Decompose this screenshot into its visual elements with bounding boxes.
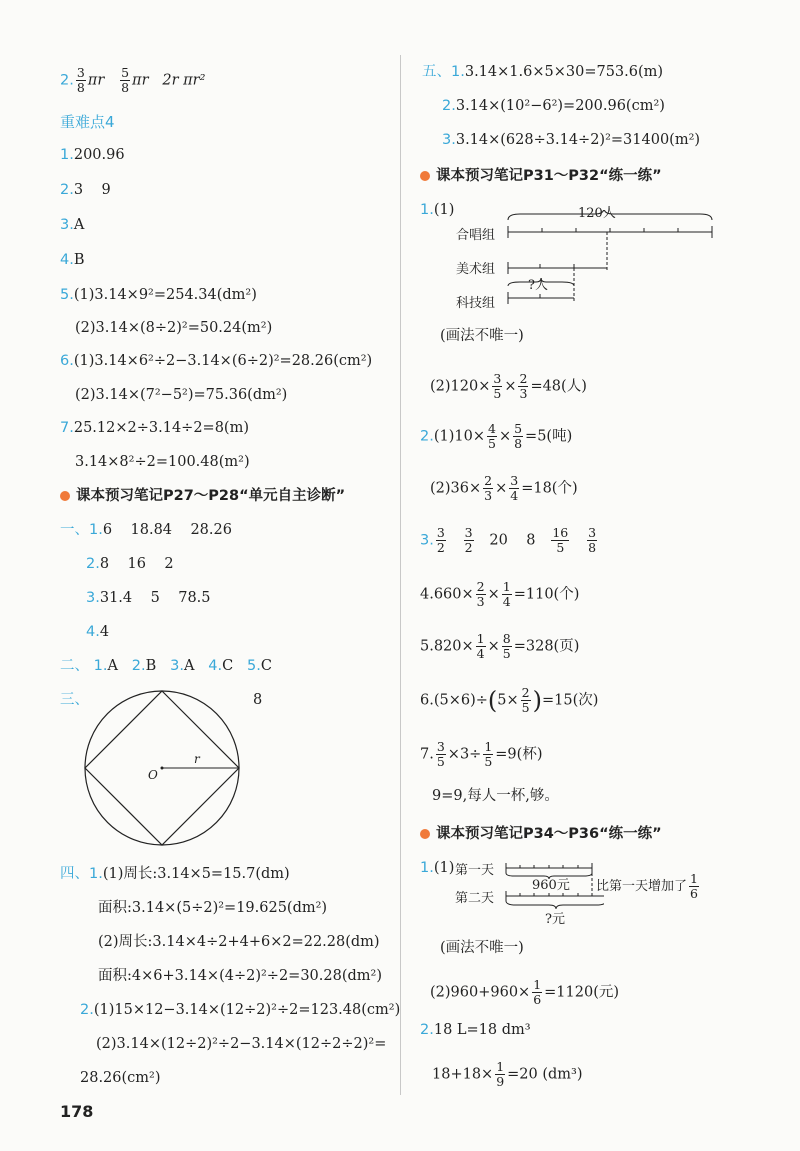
- center-label: O: [148, 768, 158, 782]
- fraction: $\frac{1}{4}$: [476, 631, 485, 661]
- fraction: $\frac{1}{5}$: [484, 739, 493, 769]
- fraction: $\frac{2}{5}$: [521, 685, 530, 715]
- s5-2: 2.3.14×(10²−6²)=200.96(cm²): [442, 98, 665, 114]
- note-2: (画法不唯一): [440, 940, 524, 956]
- fraction: $\frac{3}{4}$: [510, 473, 519, 503]
- s3-answer: 8: [253, 692, 263, 708]
- segment-diagram-2: [504, 858, 604, 918]
- q1-part2: (2)960+960× $\frac{1}{6}$ =1120(元): [430, 977, 620, 1007]
- left-line-1: 2. $\frac{3}{8}$ πr $\frac{5}{8}$ πr 2r πr²: [60, 65, 206, 95]
- bullet-dot-icon: [420, 829, 430, 839]
- fraction: $\frac{3}{8}$: [588, 525, 597, 555]
- fraction: $\frac{2}{3}$: [519, 371, 528, 401]
- s3-label: 三、: [60, 692, 89, 708]
- q2b: 18+18× $\frac{1}{9}$ =20 (dm³): [432, 1059, 583, 1089]
- s4-2b: (2)3.14×(12÷2)²÷2−3.14×(12÷2÷2)²=: [96, 1036, 387, 1052]
- answer-5: 5.(1)3.14×9²=254.34(dm²): [60, 287, 257, 303]
- bullet-dot-icon: [420, 171, 430, 181]
- p2-part2: (2)36× $\frac{2}{3}$ × $\frac{3}{4}$ =18(个): [430, 473, 578, 503]
- page-number: 178: [60, 1102, 94, 1121]
- fraction: $\frac{1}{9}$: [496, 1059, 505, 1089]
- fraction: $\frac{5}{8}$: [514, 421, 523, 451]
- answer-6b: (2)3.14×(7²−5²)=75.36(dm²): [75, 387, 288, 403]
- fraction: $\frac{3}{5}$: [493, 371, 502, 401]
- p2-part1: 2.(1)10× $\frac{4}{5}$ × $\frac{5}{8}$ =5(吨): [420, 421, 573, 451]
- fraction: $\frac{4}{5}$: [487, 421, 496, 451]
- answer-6: 6.(1)3.14×6²÷2−3.14×(6÷2)²=28.26(cm²): [60, 353, 373, 369]
- diag1-question-label: ?人: [528, 278, 548, 293]
- p1-part2: (2)120× $\frac{3}{5}$ × $\frac{2}{3}$ =48(人): [430, 371, 587, 401]
- s1-item-1: 一、1.6 18.84 28.26: [60, 522, 232, 538]
- fraction: $\frac{3}{5}$: [436, 739, 445, 769]
- answer-3: 3.A: [60, 217, 85, 233]
- fraction: $\frac{2}{3}$: [484, 473, 493, 503]
- s4-2a: 2.(1)15×12−3.14×(12÷2)²÷2=123.48(cm²): [80, 1002, 401, 1018]
- s1-item-4: 4.4: [86, 624, 110, 640]
- p3: 3. $\frac{3}{2}$ $\frac{3}{2}$ 20 8 $\frac{16}{5}$ $\frac{3}{8}$: [420, 525, 597, 555]
- fraction: $\frac{2}{3}$: [476, 579, 485, 609]
- fraction: $\frac{5}{8}$: [121, 65, 130, 95]
- diag2-day1-label: 第一天: [455, 863, 495, 878]
- diag1-row2-label: 美术组: [456, 262, 496, 277]
- circle-square-figure: [82, 688, 242, 848]
- s5-3: 3.3.14×(628÷3.14÷2)²=31400(m²): [442, 132, 701, 148]
- fraction: $\frac{16}{5}$: [552, 525, 569, 555]
- fraction: $\frac{3}{8}$: [76, 65, 85, 95]
- s1-item-3: 3.31.4 5 78.5: [86, 590, 211, 606]
- diag1-total-label: 120人: [578, 206, 616, 221]
- answer-2: 2.3 9: [60, 182, 111, 198]
- fraction: $\frac{3}{2}$: [436, 525, 445, 555]
- p4: 4.660× $\frac{2}{3}$ × $\frac{1}{4}$ =110(个): [420, 579, 580, 609]
- section-heading-p34: 课本预习笔记P34～P36“练一练”: [420, 824, 662, 844]
- diag2-note: 比第一天增加了 $\frac{1}{6}$: [596, 871, 698, 901]
- section-heading-p31: 课本预习笔记P31～P32“练一练”: [420, 166, 662, 186]
- diag2-value-label: 960元: [532, 878, 570, 893]
- p5: 5.820× $\frac{1}{4}$ × $\frac{8}{5}$ =328(页): [420, 631, 580, 661]
- s2-answers: 二、 1.A 2.B 3.A 4.C 5.C: [60, 658, 272, 674]
- column-divider: [400, 55, 401, 1095]
- fraction: $\frac{8}{5}$: [502, 631, 511, 661]
- q2: 2.18 L=18 dm³: [420, 1022, 531, 1038]
- answer-1: 1.200.96: [60, 147, 125, 163]
- p6: 6.(5×6)÷(5× $\frac{2}{5}$ )=15(次): [420, 685, 599, 715]
- p1-label: 1.(1): [420, 202, 455, 218]
- diag1-row1-label: 合唱组: [456, 228, 496, 243]
- center-point: [161, 767, 164, 770]
- p7b: 9=9,每人一杯,够。: [432, 788, 559, 804]
- segment-diagram-1: [500, 210, 720, 310]
- p7: 7. $\frac{3}{5}$ ×3÷ $\frac{1}{5}$ =9(杯): [420, 739, 543, 769]
- note-1: (画法不唯一): [440, 328, 524, 344]
- answer-7b: 3.14×8²÷2=100.48(m²): [75, 454, 250, 470]
- diag2-question-label: ?元: [545, 912, 565, 927]
- answer-7: 7.25.12×2÷3.14÷2=8(m): [60, 420, 249, 436]
- q1-label: 1.(1): [420, 860, 455, 876]
- fraction: $\frac{1}{4}$: [502, 579, 511, 609]
- s1-item-2: 2.8 16 2: [86, 556, 174, 572]
- fraction: $\frac{3}{2}$: [464, 525, 473, 555]
- answer-4: 4.B: [60, 252, 85, 268]
- s4-1c: (2)周长:3.14×4÷2+4+6×2=22.28(dm): [98, 934, 380, 950]
- bullet-dot-icon: [60, 491, 70, 501]
- section-heading-p27: 课本预习笔记P27～P28“单元自主诊断”: [60, 486, 345, 506]
- answer-5b: (2)3.14×(8÷2)²=50.24(m²): [75, 320, 273, 336]
- s4-1a: 四、1.(1)周长:3.14×5=15.7(dm): [60, 866, 290, 882]
- s4-2c: 28.26(cm²): [80, 1070, 161, 1086]
- s4-1d: 面积:4×6+3.14×(4÷2)²÷2=30.28(dm²): [98, 968, 382, 984]
- s4-1b: 面积:3.14×(5÷2)²=19.625(dm²): [98, 900, 328, 916]
- diag2-day2-label: 第二天: [455, 891, 495, 906]
- radius-label: r: [194, 752, 200, 766]
- fraction: $\frac{1}{6}$: [690, 871, 698, 901]
- fraction: $\frac{1}{6}$: [533, 977, 542, 1007]
- diag1-row3-label: 科技组: [456, 296, 496, 311]
- s5-1: 五、1.3.14×1.6×5×30=753.6(m): [422, 64, 664, 80]
- subheading-key-point: 重难点4: [60, 113, 115, 131]
